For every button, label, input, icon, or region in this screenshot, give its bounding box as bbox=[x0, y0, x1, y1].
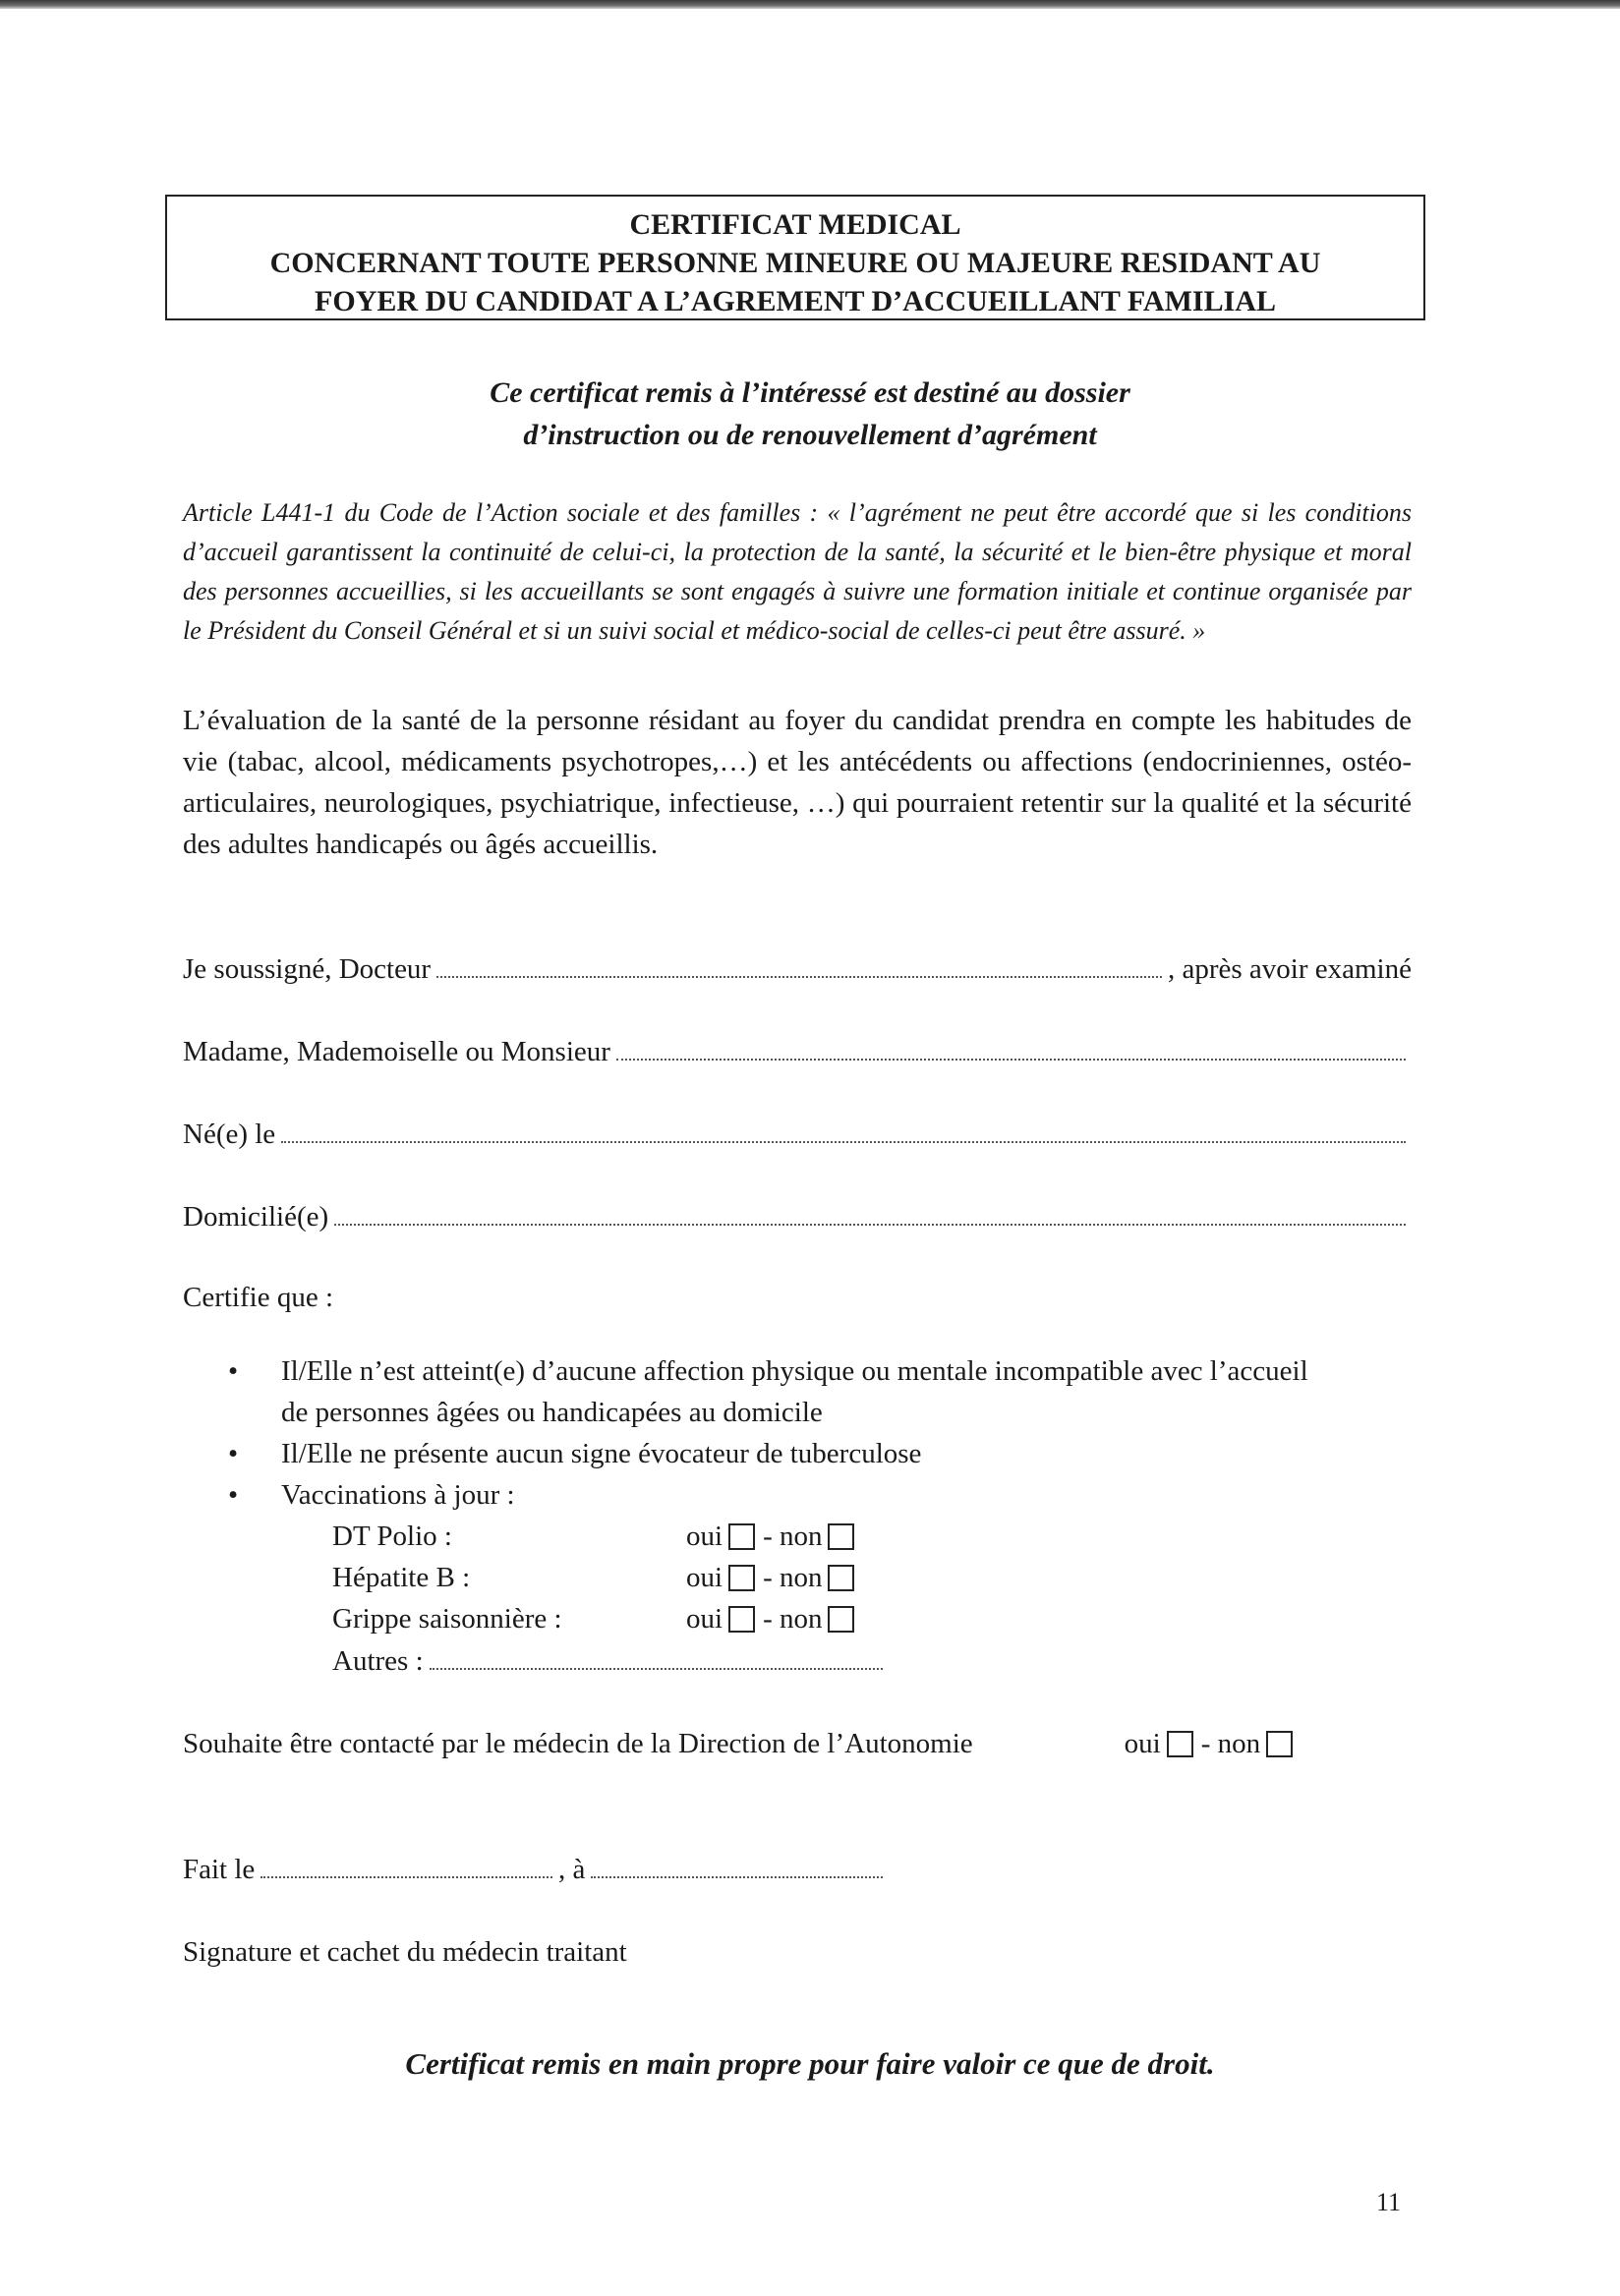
page-number: 11 bbox=[1376, 2188, 1402, 2216]
list-item bbox=[183, 1474, 1412, 1516]
person-field bbox=[183, 1032, 1412, 1071]
title-line-1: CERTIFICAT MEDICAL bbox=[629, 208, 961, 241]
dt-polio-label: DT Polio : bbox=[332, 1521, 452, 1552]
list-item bbox=[183, 1433, 1412, 1474]
birth-date-input[interactable] bbox=[281, 1118, 1406, 1143]
hepatite-b-non-checkbox[interactable] bbox=[828, 1565, 854, 1591]
person-label: Madame, Mademoiselle ou Monsieur bbox=[183, 1036, 610, 1067]
contact-non-checkbox[interactable] bbox=[1266, 1731, 1293, 1757]
subtitle-line-2: d’instruction ou de renouvellement d’agrément bbox=[523, 419, 1097, 451]
footer-note: Certificat remis en main propre pour faire valoir ce que de droit. bbox=[405, 2046, 1215, 2081]
doctor-field bbox=[183, 949, 1412, 989]
domicile-label: Domicilié(e) bbox=[183, 1201, 329, 1233]
hepatite-b-oui-checkbox[interactable] bbox=[728, 1565, 755, 1591]
bullet-1-line-1: • Il/Elle n’est atteint(e) d’aucune affection physique ou mentale incompatible avec l’accueil bbox=[281, 1355, 1308, 1387]
doctor-name-input[interactable] bbox=[436, 952, 1162, 978]
bullet-3: • Vaccinations à jour : bbox=[281, 1479, 515, 1511]
evaluation-paragraph: L’évaluation de la santé de la personne résidant au foyer du candidat prendra en compte les habitudes de vie (tabac, alcool, médicaments psychotropes,…) et les antécédents ou affections (endocriniennes, ostéo-articulaires, neurologiques, psychiatrique, infectieuse, …) qui pourraient retentir sur la qualité et la sécurité des adultes handicapés ou âgés accueillis. bbox=[183, 705, 1412, 860]
oui-label: oui bbox=[1124, 1728, 1161, 1759]
title-line-3: FOYER DU CANDIDAT A L’AGREMENT D’ACCUEILLANT FAMILIAL bbox=[315, 285, 1276, 317]
bullet-1-line-2: de personnes âgées ou handicapées au domicile bbox=[281, 1397, 823, 1428]
dt-polio-oui-checkbox[interactable] bbox=[728, 1523, 755, 1550]
oui-label: oui bbox=[686, 1603, 723, 1635]
grippe-non-checkbox[interactable] bbox=[828, 1606, 854, 1633]
certifie-label: Certifie que : bbox=[183, 1282, 334, 1313]
grippe-oui-checkbox[interactable] bbox=[728, 1606, 755, 1633]
certification-list bbox=[183, 1350, 1412, 1516]
subtitle bbox=[0, 372, 1620, 456]
date-input[interactable] bbox=[260, 1853, 552, 1878]
bullet-2: • Il/Elle ne présente aucun signe évocateur de tuberculose bbox=[281, 1438, 922, 1469]
autres-label: Autres : bbox=[332, 1645, 424, 1677]
signature-line bbox=[183, 1932, 1412, 1972]
doctor-label: Je soussigné, Docteur bbox=[183, 953, 432, 985]
person-name-input[interactable] bbox=[616, 1035, 1406, 1061]
grippe-label: Grippe saisonnière : bbox=[332, 1603, 562, 1635]
article-quote: Article L441-1 du Code de l’Action sociale et des familles : « l’agrément ne peut être accordé que si les conditions d’accueil garantissent la continuité de celui-ci, la protection de la santé, la sécurité et le bien-être physique et moral des personnes accueillies, si les accueillants se sont engagés à suivre une formation initiale et continue organisée par le Président du Conseil Général et si un suivi social et médico-social de celles-ci peut être assuré. » bbox=[183, 498, 1412, 645]
list-item bbox=[183, 1350, 1412, 1433]
scan-edge bbox=[0, 0, 1620, 9]
contact-oui-checkbox[interactable] bbox=[1167, 1731, 1193, 1757]
non-label: - non bbox=[763, 1603, 823, 1635]
autres-input[interactable] bbox=[430, 1644, 883, 1670]
hepatite-b-label: Hépatite B : bbox=[332, 1562, 471, 1593]
signature-label: Signature et cachet du médecin traitant bbox=[183, 1936, 627, 1968]
domicile-field bbox=[183, 1197, 1412, 1236]
autres-field bbox=[332, 1641, 889, 1681]
birth-field bbox=[183, 1115, 1412, 1154]
non-label: - non bbox=[1200, 1728, 1261, 1759]
birth-label: Né(e) le bbox=[183, 1119, 276, 1150]
contact-label: Souhaite être contacté par le médecin de la Direction de l’Autonomie bbox=[183, 1728, 973, 1759]
a-label: , à bbox=[557, 1854, 586, 1885]
fait-le-field bbox=[183, 1850, 889, 1889]
title-box bbox=[165, 195, 1425, 320]
oui-label: oui bbox=[686, 1521, 723, 1552]
domicile-input[interactable] bbox=[334, 1200, 1406, 1226]
dt-polio-non-checkbox[interactable] bbox=[828, 1523, 854, 1550]
certifie-line bbox=[183, 1278, 1412, 1317]
title-line-2: CONCERNANT TOUTE PERSONNE MINEURE OU MAJEURE RESIDANT AU bbox=[269, 247, 1321, 279]
doctor-suffix: , après avoir examiné bbox=[1167, 953, 1412, 985]
oui-label: oui bbox=[686, 1562, 723, 1593]
contact-field bbox=[183, 1724, 1412, 1763]
fait-le-label: Fait le bbox=[183, 1854, 256, 1885]
subtitle-line-1: Ce certificat remis à l’intéressé est destiné au dossier bbox=[490, 376, 1130, 409]
non-label: - non bbox=[763, 1562, 823, 1593]
place-input[interactable] bbox=[591, 1853, 883, 1878]
non-label: - non bbox=[763, 1521, 823, 1552]
